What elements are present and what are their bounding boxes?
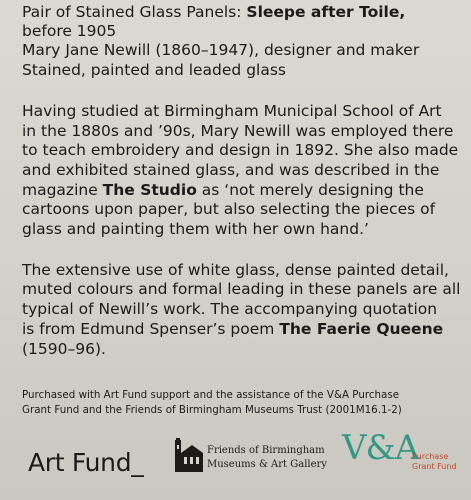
va-sub-line: Purchase: [412, 452, 449, 461]
credit-line: Grant Fund and the Friends of Birmingham Museums Trust (2001M16.1-2): [22, 404, 402, 416]
description-paragraph-2: [22, 261, 467, 360]
text-line: [22, 181, 467, 201]
va-logo: V&A: [342, 428, 419, 468]
artwork-maker: Mary Jane Newill (1860–1947), designer and maker: [22, 41, 420, 60]
museum-building-icon: [174, 437, 204, 473]
text-line: Having studied at Birmingham Municipal School of Art: [22, 101, 442, 120]
text-span: as ‘not merely designing the: [196, 180, 424, 199]
text-line: muted colours and formal leading in these panels are all: [22, 280, 461, 299]
text-span: magazine: [22, 180, 103, 199]
acquisition-credit: [22, 388, 402, 418]
text-line: cartoons upon paper, but also selecting the pieces of: [22, 200, 436, 219]
text-line: in the 1880s and ’90s, Mary Newill was employed there: [22, 121, 454, 140]
title-prefix: Pair of Stained Glass Panels:: [22, 3, 247, 21]
label-heading: [22, 3, 467, 80]
text-line: and exhibited stained glass, and was described in the: [22, 160, 440, 179]
text-span: is from Edmund Spenser’s poem: [22, 319, 280, 338]
text-line: to teach embroidery and design in 1892. She also made: [22, 141, 459, 160]
artwork-materials: Stained, painted and leaded glass: [22, 60, 286, 79]
magazine-title: The Studio: [102, 180, 197, 199]
credit-line: Purchased with Art Fund support and the assistance of the V&A Purchase: [22, 389, 400, 401]
friends-logo-text: [207, 444, 327, 472]
text-line: glass and painting them with her own hand.’: [22, 220, 369, 239]
poem-title: The Faerie Queene: [279, 319, 444, 338]
art-fund-logo: Art Fund_: [28, 448, 144, 477]
text-line: (1590–96).: [22, 339, 106, 358]
text-line: typical of Newill’s work. The accompanying quotation: [22, 300, 438, 319]
museum-label: [22, 3, 467, 359]
text-line: [22, 320, 467, 340]
text-line: The extensive use of white glass, dense painted detail,: [22, 260, 449, 279]
sponsor-logos: [0, 425, 471, 500]
friends-logo-line: Museums & Art Gallery: [207, 459, 327, 470]
title-line: [22, 3, 467, 22]
artwork-title: Sleepe after Toile,: [246, 3, 406, 21]
artwork-date: before 1905: [22, 22, 117, 41]
va-purchase-grant-fund-text: [412, 452, 457, 472]
friends-logo-line: Friends of Birmingham: [207, 445, 325, 456]
description-paragraph-1: [22, 102, 467, 240]
va-sub-line: Grant Fund: [412, 462, 457, 471]
